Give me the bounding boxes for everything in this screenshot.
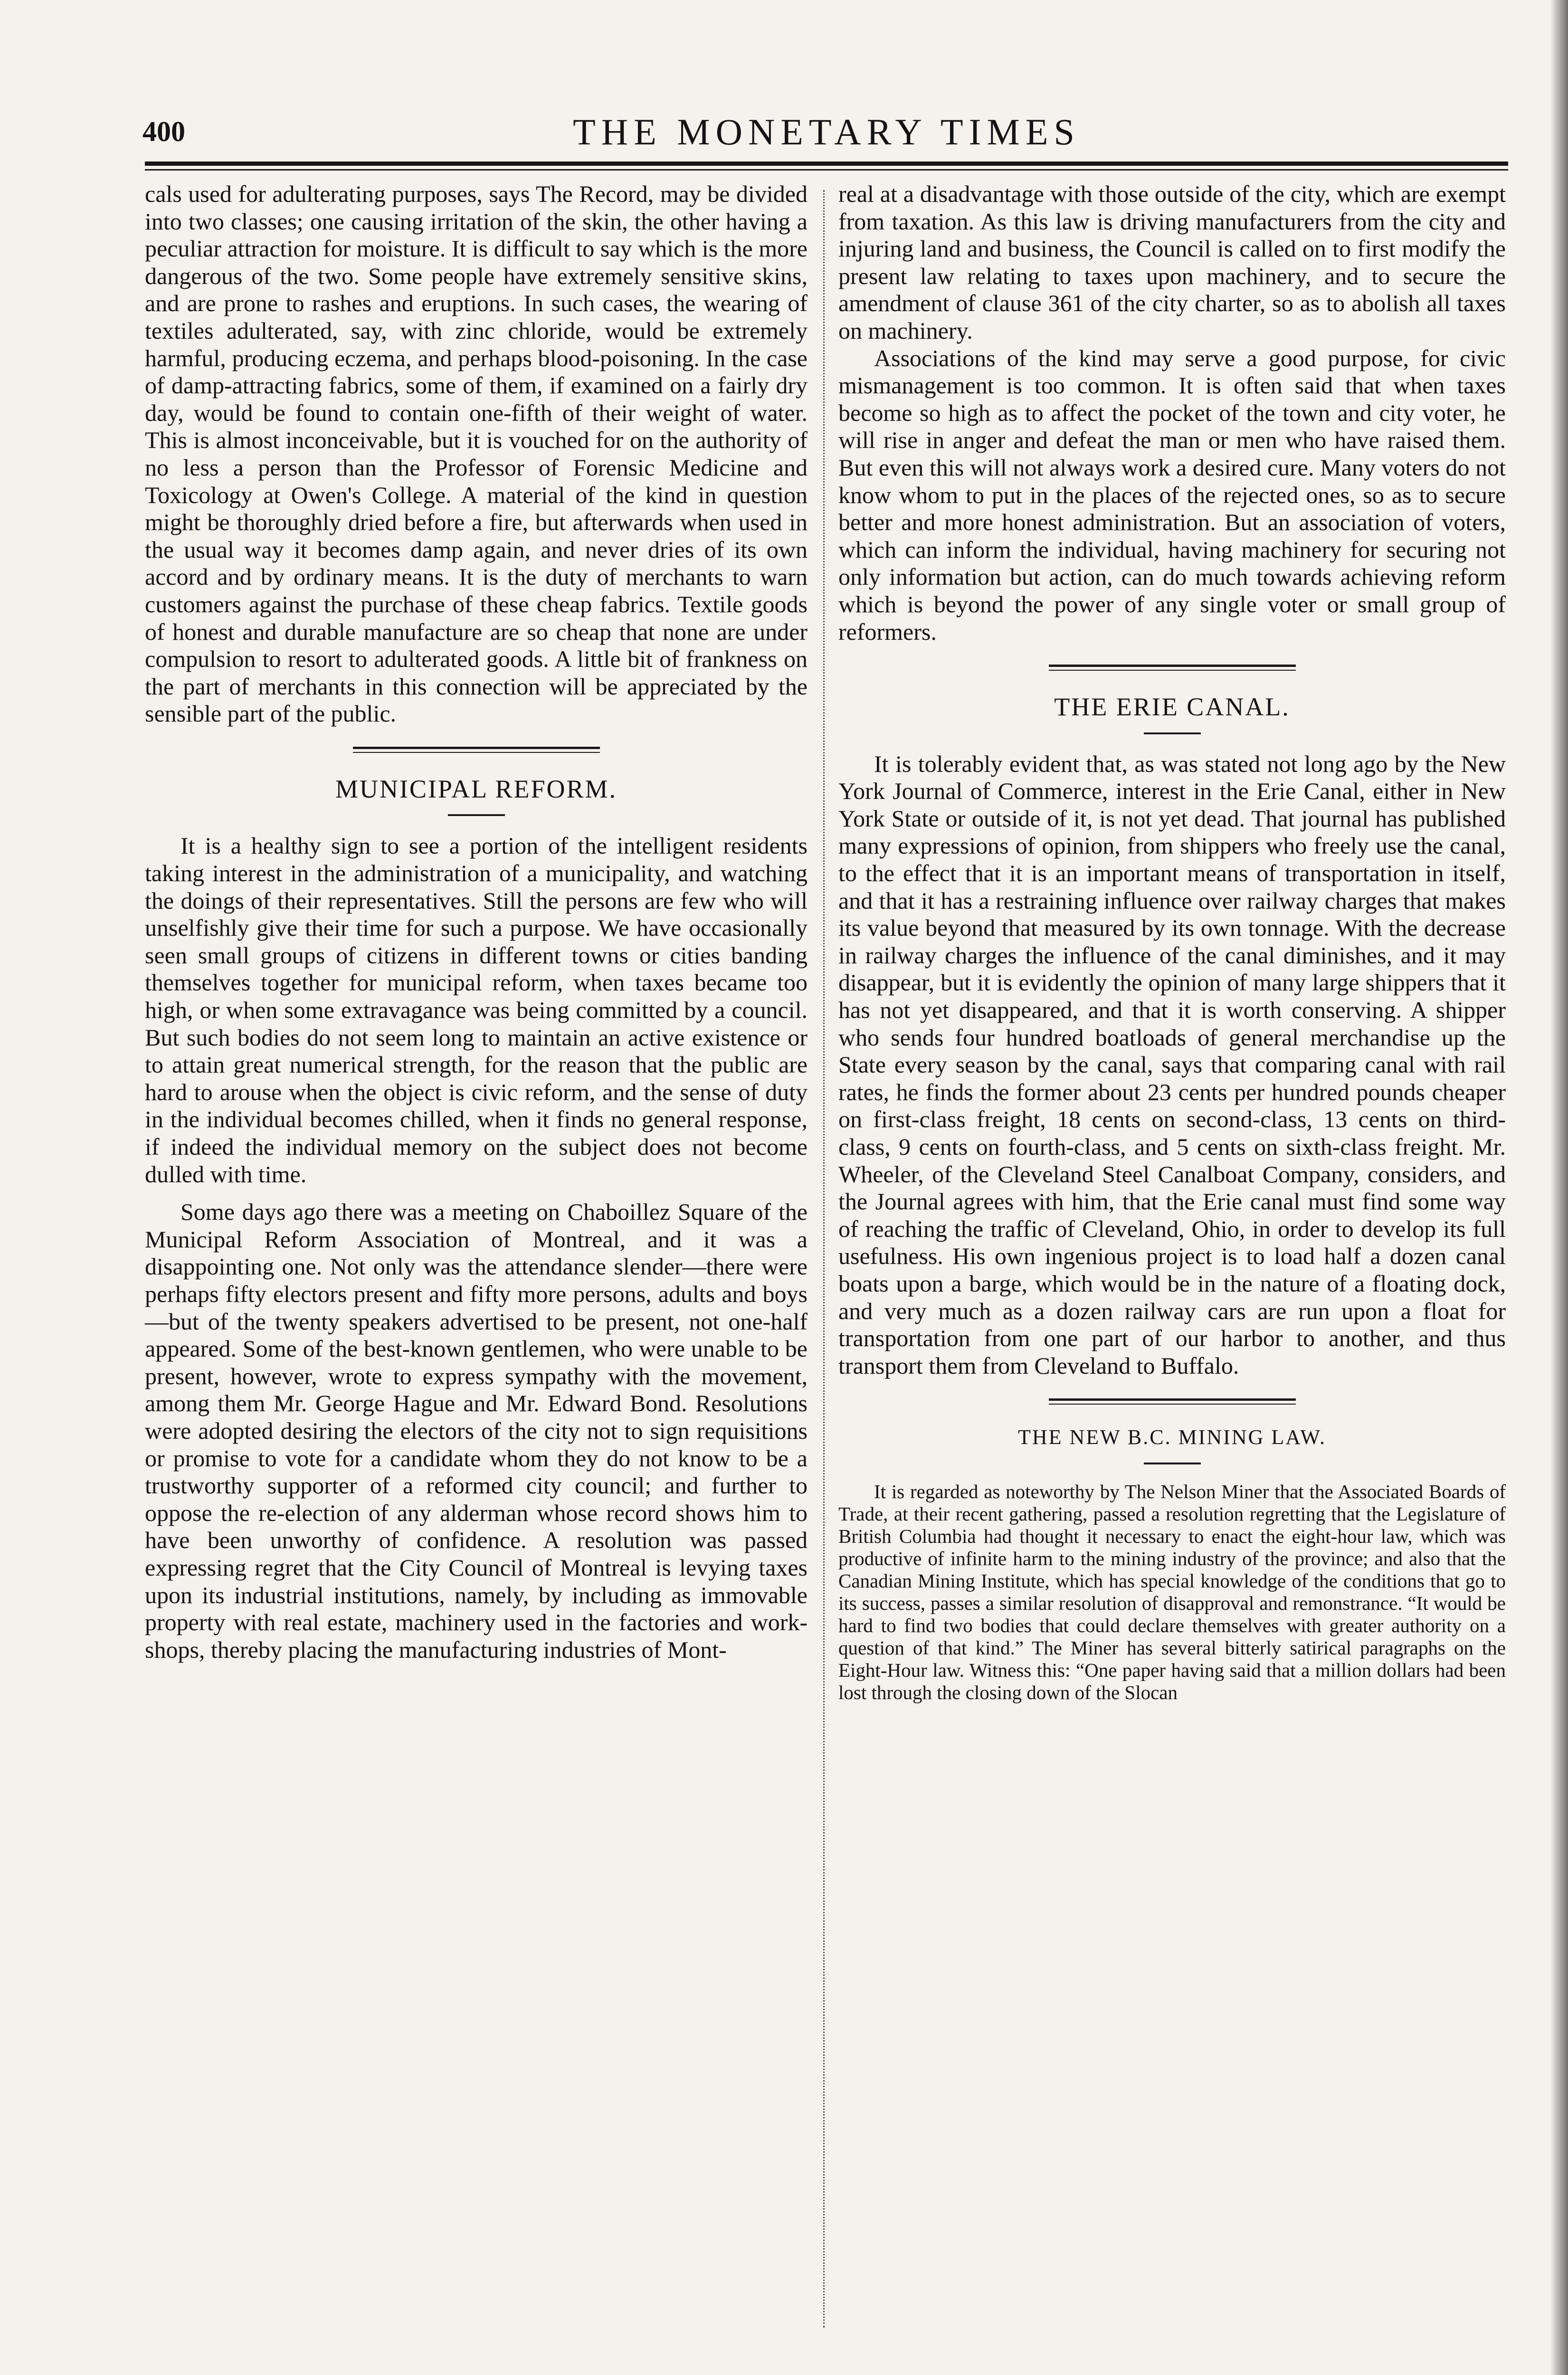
section-divider	[353, 747, 600, 753]
adulterated-paragraph: cals used for adulterating purposes, says The Record, may be divided into two classes; one causing irritation of the skin, the other having a peculiar attraction for moisture. It is difficult to say which is the more dangerous of the two. Some people have extremely sensitive skins, and are prone to rashes and eruptions. In such cases, the wearing of textiles adulterated, say, with zinc chloride, would be extremely harmful, producing eczema, and perhaps blood-poisoning. In the case of damp-attracting fabrics, some of them, if examined on a fairly dry day, would be found to contain one-fifth of their weight of water. This is almost inconceivable, but it is vouched for on the authority of no less a person than the Professor of Forensic Medicine and Toxicology at Owen's College. A material of the kind in question might be thoroughly dried before a fire, but afterwards when used in the usual way it becomes damp again, and never dries of its own accord and by ordinary means. It is the duty of merchants to warn customers against the purchase of these cheap fabrics. Textile goods of honest and durable manufacture are so cheap that none are under compulsion to resort to adulterated goods. A little bit of frankness on the part of merchants in this connection will be appreciated by the sensible part of the public.	[145, 180, 808, 727]
municipal-paragraph-3: real at a disadvantage with those outside of the city, which are exempt from taxation. As this law is driving manufacturers from the city and injuring land and business, the Council is called on to first modify the present law relating to taxes upon machinery, and to secure the amendment of clause 361 of the city charter, so as to abolish all taxes on machinery.	[838, 180, 1506, 344]
municipal-paragraph-4: Associations of the kind may serve a good purpose, for civic mismanagement is too common. It is often said that when taxes become so high as to affect the pocket of the town and city voter, he will rise in anger and defeat the man or men who have raised them. But even this will not always work a desired cure. Many voters do not know whom to put in the places of the rejected ones, so as to secure better and more honest administration. But an association of voters, which can inform the individual, having machinery for securing not only information but action, can do much towards achieving reform which is beyond the power of any single voter or small group of reformers.	[838, 344, 1506, 645]
municipal-paragraph-2: Some days ago there was a meeting on Chaboillez Square of the Municipal Reform Association of Montreal, and it was a disappointing one. Not only was the attendance slender—there were perhaps fifty electors present and fifty more persons, adults and boys—but of the twenty speakers advertised to be present, not one-half appeared. Some of the best-known gentlemen, who were unable to be present, however, wrote to express sympathy with the movement, among them Mr. George Hague and Mr. Edward Bond. Resolutions were adopted desiring the electors of the city not to sign requisitions or promise to vote for a candidate whom they do not know to be a trustworthy supporter of a reformed city council; and further to oppose the re-election of any alderman whose record shows him to have been unworthy of confidence. A resolution was passed expressing regret that the City Council of Montreal is levying taxes upon its industrial institutions, namely, by including as immovable property with real estate, machinery used in the factories and work-shops, thereby placing the manufacturing industries of Mont-	[145, 1198, 808, 1663]
heading-underline	[1144, 732, 1201, 734]
municipal-paragraph-1: It is a healthy sign to see a portion of the intelligent residents taking interest in the administration of a municipality, and watching the doings of their representatives. Still the persons are few who will unselfishly give their time for such a purpose. We have occasionally seen small groups of citizens in different towns or cities banding themselves together for municipal reform, when taxes became too high, or when some extravagance was being committed by a council. But such bodies do not seem long to maintain an active existence or to attain great numerical strength, for the reason that the public are hard to arouse when the object is civic reform, and the sense of duty in the individual becomes chilled, when it finds no general response, if indeed the individual memory on the subject does not become dulled with time.	[145, 832, 808, 1188]
page-header	[143, 107, 1511, 159]
masthead: THE MONETARY TIMES	[573, 111, 1080, 152]
page-edge-shadow	[1550, 0, 1568, 2375]
page-number: 400	[143, 116, 185, 147]
section-divider	[1049, 1398, 1296, 1405]
mining-paragraph: It is regarded as noteworthy by The Nelson Miner that the Associated Boards of Trade, at their recent gathering, passed a resolution regretting that the Legislature of British Columbia had thought it necessary to enact the eight-hour law, which was productive of infinite harm to the mining industry of the province; and also that the Canadian Mining Institute, which has special knowledge of the conditions that go to its success, passes a similar resolution of disapproval and remonstrance. “It would be hard to find two bodies that could declare themselves with greater authority on a question of that kind.” The Miner has several bitterly satirical paragraphs on the Eight-Hour law. Witness this: “One paper having said that a million dollars had been lost through the closing down of the Slocan	[838, 1480, 1506, 1703]
header-rule-thin	[145, 169, 1508, 171]
mining-law-heading: THE NEW B.C. MINING LAW.	[1018, 1425, 1326, 1449]
erie-canal-heading: THE ERIE CANAL.	[1054, 693, 1290, 722]
erie-paragraph: It is tolerably evident that, as was stated not long ago by the New York Journal of Commerce, interest in the Erie Canal, either in New York State or outside of it, is not yet dead. That journal has published many expressions of opinion, from shippers who freely use the canal, to the effect that it is an important means of transportation in itself, and that it has a restraining influence over railway charges that makes its value beyond that measured by its own tonnage. With the decrease in railway charges the influence of the canal diminishes, and it may disappear, but it is evidently the opinion of many large shippers that it has not yet disappeared, and that it is worth conserving. A shipper who sends four hundred boatloads of general merchandise up the State every season by the canal, says that comparing canal with rail rates, he finds the former about 23 cents per hundred pounds cheaper on first-class freight, 18 cents on second-class, 13 cents on third-class, 9 cents on fourth-class, and 5 cents on sixth-class freight. Mr. Wheeler, of the Cleveland Steel Canalboat Company, considers, and the Journal agrees with him, that the Erie canal must find some way of reaching the traffic of Cleveland, Ohio, in order to develop its full usefulness. His own ingenious project is to load half a dozen canal boats upon a barge, which would be in the nature of a floating dock, and very much as a dozen railway cars are run upon a float for transportation from one part of our harbor to another, and thus transport them from Cleveland to Buffalo.	[838, 750, 1506, 1379]
left-column	[145, 180, 808, 1663]
right-column	[838, 180, 1506, 1704]
section-divider	[1049, 665, 1296, 671]
heading-underline	[448, 814, 505, 816]
column-separator	[823, 190, 825, 2328]
municipal-reform-heading: MUNICIPAL REFORM.	[335, 774, 618, 803]
heading-underline	[1144, 1463, 1201, 1464]
header-rule-thick	[145, 162, 1508, 166]
